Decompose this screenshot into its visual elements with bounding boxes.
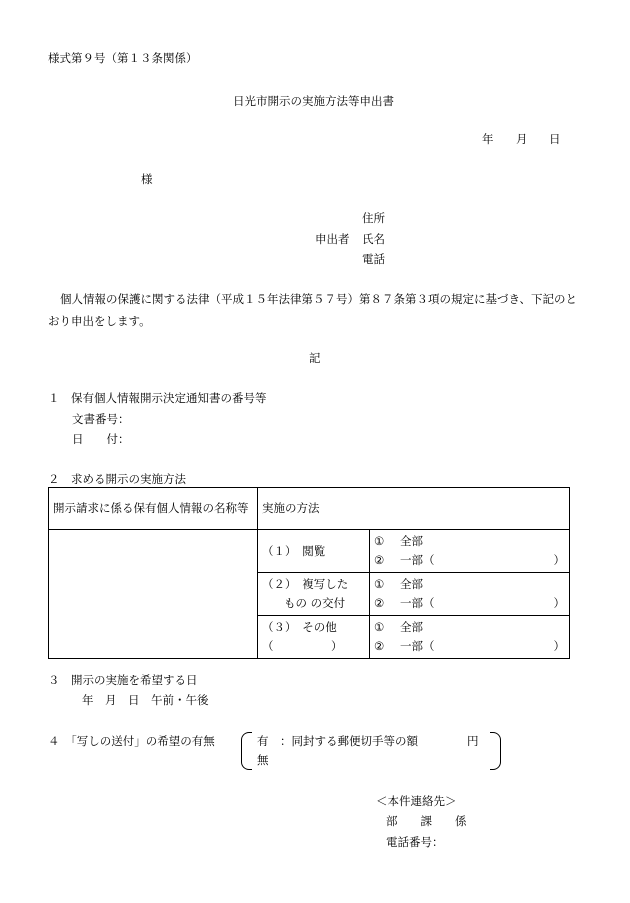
contact-phone-label: 電話番号： [386, 835, 444, 849]
info-name-cell[interactable] [49, 530, 258, 659]
method-label-cell [258, 616, 370, 659]
applicant-name-label: 氏名 [362, 232, 385, 246]
section2-heading: ２ 求める開示の実施方法 [48, 472, 186, 486]
yen-label: 円 [467, 734, 479, 748]
section3-heading: ３ 開示の実施を希望する日 [48, 673, 198, 687]
body-text-line1: 個人情報の保護に関する法律（平成１５年法律第５７号）第８７条第３項の規定に基づき、下記のと [60, 292, 578, 306]
section4-heading: ４ 「写しの送付」の希望の有無 [48, 734, 215, 748]
applicant-address-label: 住所 [362, 211, 385, 225]
info-name-header: 開示請求に係る保有個人情報の名称等 [49, 488, 258, 530]
ki-heading: 記 [309, 351, 321, 365]
contact-title: ＜本件連絡先＞ [376, 794, 457, 808]
applicant-role-label: 申出者 [315, 232, 350, 246]
section1-heading: １ 保有個人情報開示決定通知書の番号等 [48, 391, 267, 405]
applicant-phone-label: 電話 [362, 252, 385, 266]
method-options-cell[interactable] [370, 616, 570, 659]
page-title: 日光市開示の実施方法等申出書 [233, 94, 394, 108]
mail-option-yes[interactable]: 有 ：同封する郵便切手等の額 [257, 734, 418, 748]
option-partial[interactable]: ② 一部（ ） [374, 553, 565, 567]
table-header-row [49, 488, 570, 530]
method-options-cell[interactable] [370, 573, 570, 616]
right-brace [490, 732, 501, 770]
method-label-cont: もの の交付 [284, 596, 346, 610]
method-label-cell [258, 573, 370, 616]
date-year-label: 年 [482, 132, 494, 146]
option-all[interactable]: ① 全部 [374, 620, 423, 634]
method-label-cont: （ ） [262, 639, 343, 653]
method-label: （１） 閲覧 [262, 543, 326, 558]
table-row [49, 530, 570, 573]
date-day-label: 日 [549, 132, 561, 146]
option-partial[interactable]: ② 一部（ ） [374, 639, 565, 653]
option-all[interactable]: ① 全部 [374, 534, 423, 548]
form-number: 様式第９号（第１３条関係） [48, 51, 198, 65]
preferred-date-line[interactable]: 年 月 日 午前・午後 [82, 693, 209, 707]
option-all[interactable]: ① 全部 [374, 577, 423, 591]
date-month-label: 月 [516, 132, 528, 146]
option-partial[interactable]: ② 一部（ ） [374, 596, 565, 610]
notice-date-label: 日 付： [72, 432, 130, 446]
method-label-cell [258, 530, 370, 573]
mail-option-no[interactable]: 無 [257, 753, 269, 767]
method-label: （３） その他 [262, 620, 337, 634]
method-header: 実施の方法 [258, 488, 570, 530]
addressee-honorific: 様 [141, 172, 153, 186]
method-options-cell[interactable] [370, 530, 570, 573]
document-number-label: 文書番号： [72, 412, 130, 426]
left-brace [241, 732, 252, 770]
implementation-method-table [48, 487, 570, 659]
method-label: （２） 複写した [262, 577, 349, 591]
contact-department: 部 課 係 [386, 814, 467, 828]
body-text-line2: おり申出をします。 [48, 314, 151, 328]
